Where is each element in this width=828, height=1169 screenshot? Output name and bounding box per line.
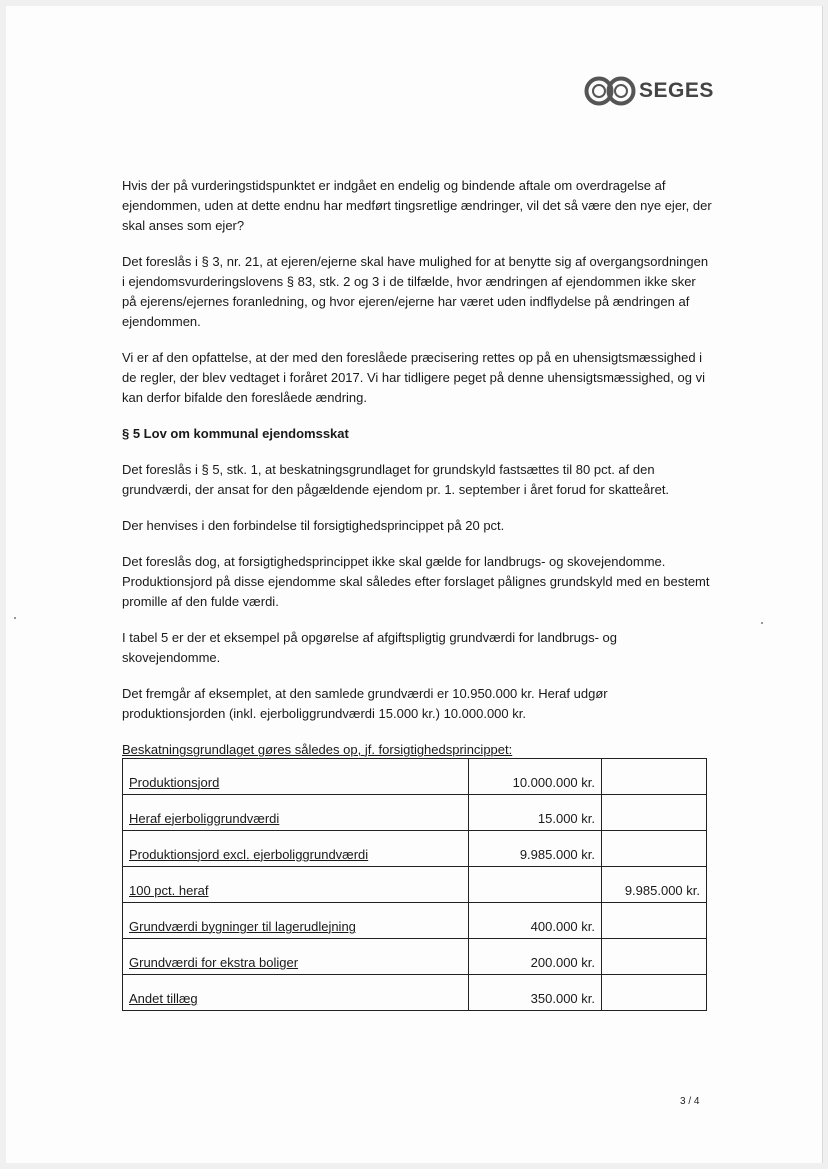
row-label: Produktionsjord excl. ejerboliggrundværdi [123, 831, 469, 867]
table-row [123, 831, 707, 867]
row-total [602, 939, 707, 975]
row-total: 9.985.000 kr. [602, 867, 707, 903]
paragraph-ejer-question: Hvis der på vurderingstidspunktet er indgået en endelig og bindende aftale om overdragelse af ejendommen, uden at dette endnu har medført tingsretlige ændringer, vil det så være den nye ejer, der skal anses som ejer? [122, 178, 712, 233]
row-amount: 10.000.000 kr. [469, 759, 602, 795]
paragraph-forsigtighed: Der henvises i den forbindelse til forsigtighedsprincippet på 20 pct. [122, 518, 505, 533]
row-amount [469, 867, 602, 903]
seges-emblem-icon [584, 76, 636, 106]
page-number: 3 / 4 [680, 1096, 700, 1107]
scan-speck [14, 617, 16, 619]
table-row [123, 903, 707, 939]
beskatning-table [122, 758, 707, 1011]
row-total [602, 975, 707, 1011]
row-total [602, 831, 707, 867]
row-amount: 15.000 kr. [469, 795, 602, 831]
brand-name: SEGES [639, 79, 714, 102]
row-label: 100 pct. heraf [123, 867, 469, 903]
row-amount: 200.000 kr. [469, 939, 602, 975]
paragraph-opfattelse: Vi er af den opfattelse, at der med den foreslåede præcisering rettes op på en uhensigtsmæssighed i de regler, der blev vedtaget i foråret 2017. Vi har tidligere peget på denne uhensigtsmæssighed, og vi kan derfor bifalde den foreslåede ændring. [122, 350, 705, 405]
row-label: Andet tillæg [123, 975, 469, 1011]
letter-body [122, 176, 712, 1011]
paragraph-samlede-grundvaerdi: Det fremgår af eksemplet, at den samlede grundværdi er 10.950.000 kr. Heraf udgør produktionsjorden (inkl. ejerboliggrundværdi 15.000 kr.) 10.000.000 kr. [122, 686, 608, 721]
row-amount: 350.000 kr. [469, 975, 602, 1011]
row-label: Grundværdi bygninger til lagerudlejning [123, 903, 469, 939]
document-page [6, 6, 823, 1163]
row-label: Heraf ejerboliggrundværdi [123, 795, 469, 831]
seges-logo [584, 76, 714, 106]
table-caption: Beskatningsgrundlaget gøres således op, jf. forsigtighedsprincippet: [122, 742, 513, 757]
table-row [123, 759, 707, 795]
section-heading: § 5 Lov om kommunal ejendomsskat [122, 426, 349, 441]
row-label: Produktionsjord [123, 759, 469, 795]
row-total [602, 759, 707, 795]
table-row [123, 795, 707, 831]
paragraph-tabel5: I tabel 5 er der et eksempel på opgørelse af afgiftspligtig grundværdi for landbrugs- og skovejendomme. [122, 630, 617, 665]
scan-speck [761, 622, 763, 624]
paragraph-beskatningsgrundlag: Det foreslås i § 5, stk. 1, at beskatningsgrundlaget for grundskyld fastsættes til 80 pct. af den grundværdi, der ansat for den pågældende ejendom pr. 1. september i året forud for skatteåret. [122, 462, 670, 497]
table-row [123, 975, 707, 1011]
paragraph-landbrug: Det foreslås dog, at forsigtighedsprincippet ikke skal gælde for landbrugs- og skovejendomme. Produktionsjord på disse ejendomme skal således efter forslaget pålignes grundskyld med en bestemt promille af den fulde værdi. [122, 554, 710, 609]
row-total [602, 903, 707, 939]
table-row [123, 939, 707, 975]
row-amount: 400.000 kr. [469, 903, 602, 939]
row-amount: 9.985.000 kr. [469, 831, 602, 867]
row-total [602, 795, 707, 831]
paragraph-overgangsordning: Det foreslås i § 3, nr. 21, at ejeren/ejerne skal have mulighed for at benytte sig af overgangsordningen i ejendomsvurderingslovens § 83, stk. 2 og 3 i de tilfælde, hvor ændringen af ejendommen ikke sker på ejerens/ejernes foranledning, og hvor ejeren/ejerne har været uden indflydelse på ændringen af ejendommen. [122, 254, 709, 329]
row-label: Grundværdi for ekstra boliger [123, 939, 469, 975]
table-row [123, 867, 707, 903]
